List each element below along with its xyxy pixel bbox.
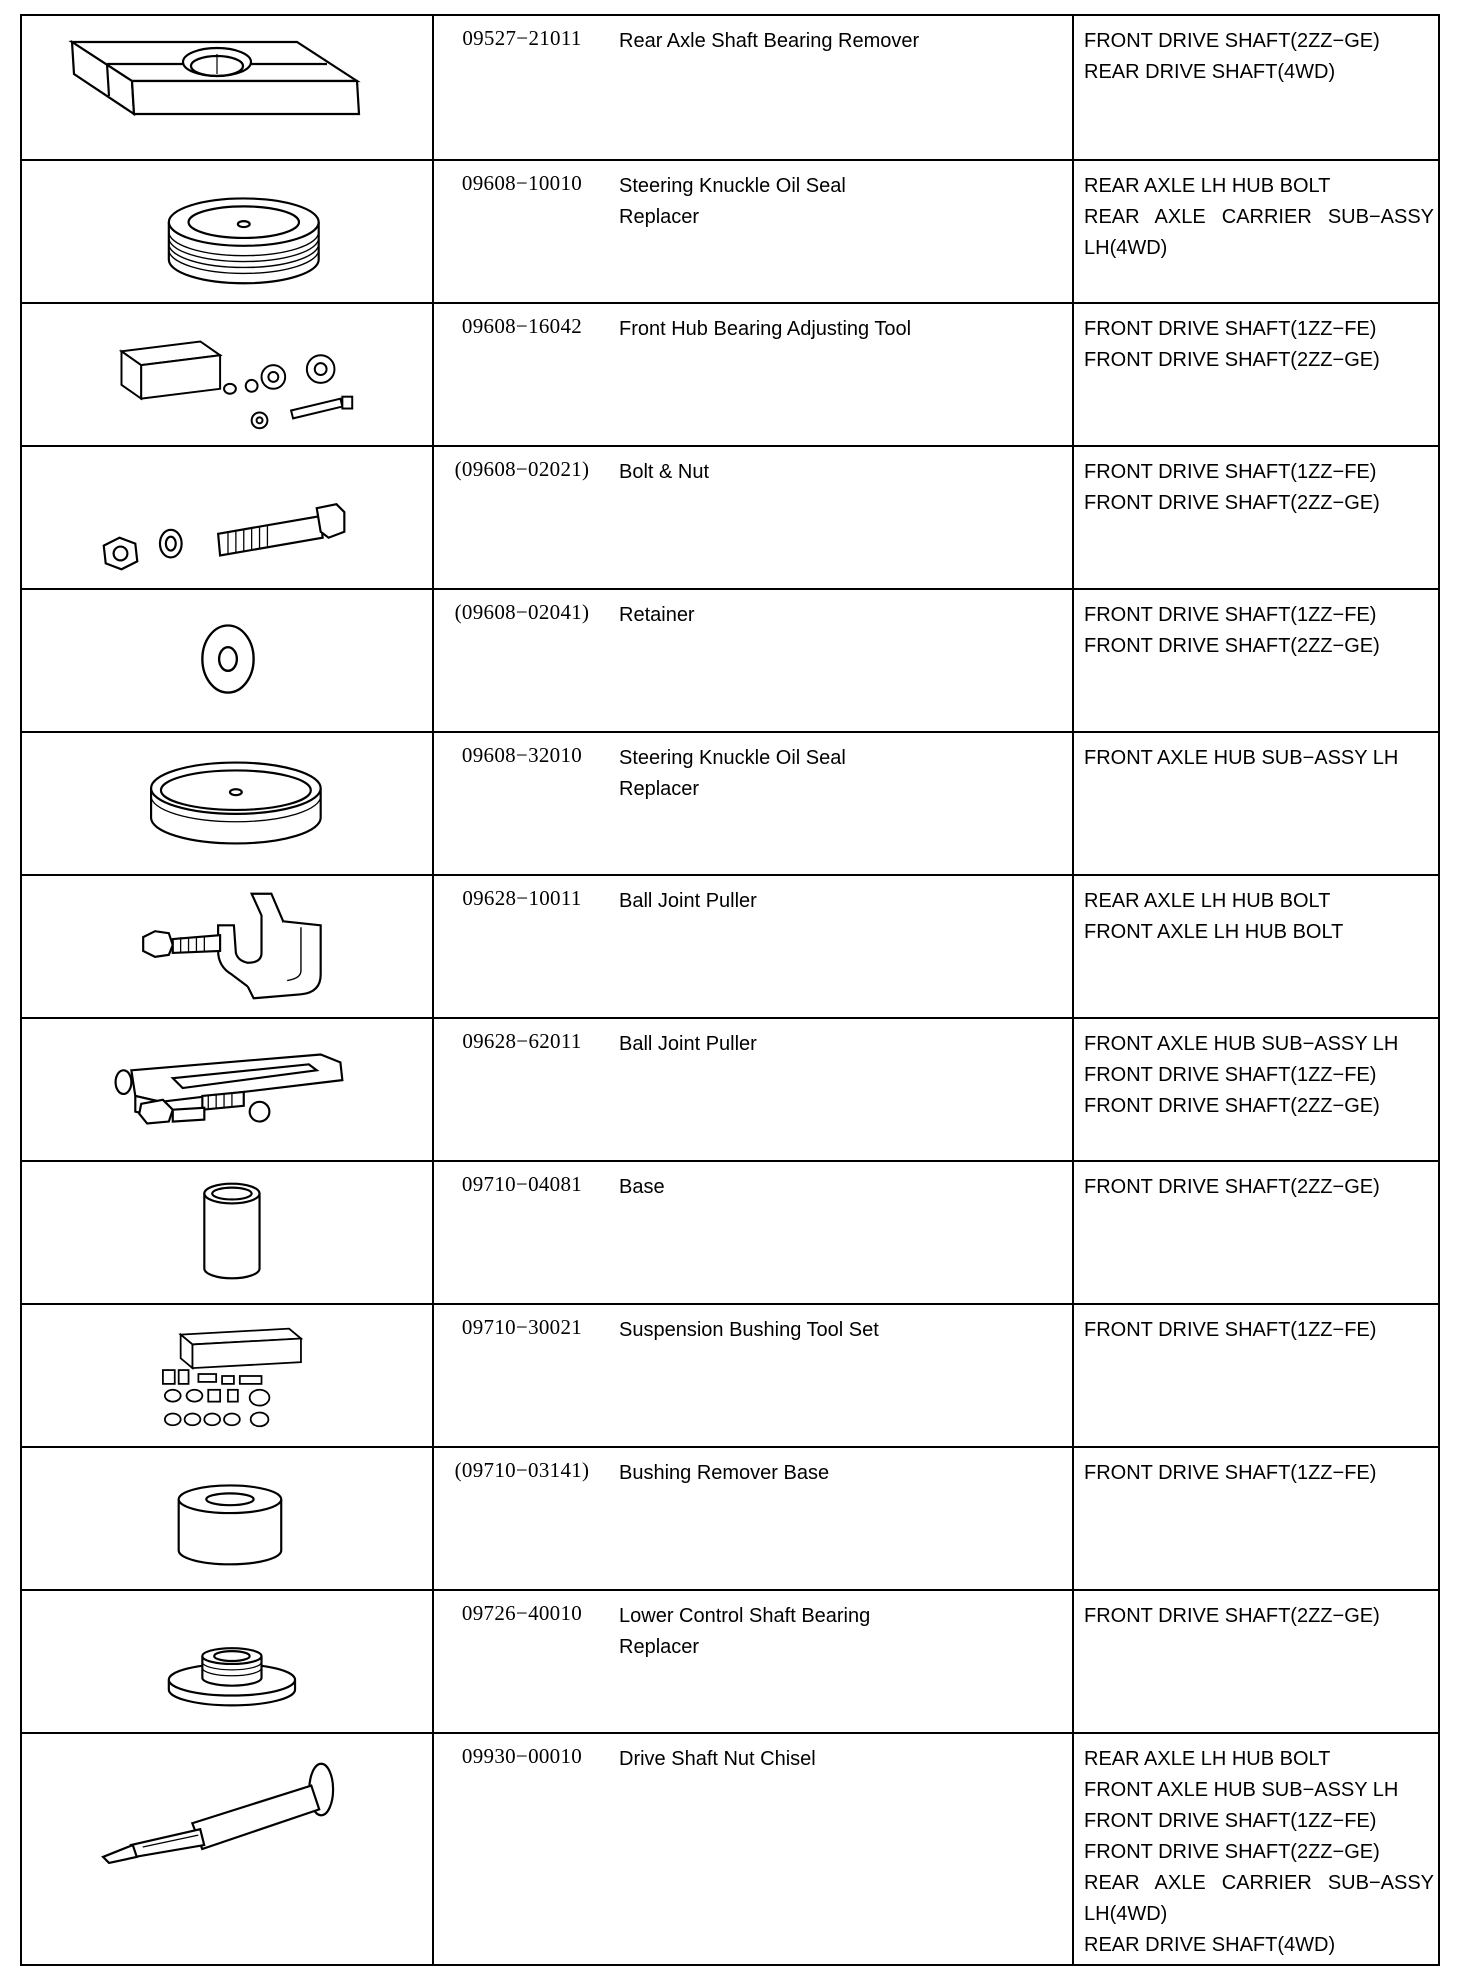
tool-name: Lower Control Shaft Bearing Replacer bbox=[619, 1605, 871, 1658]
cylinder-icon bbox=[22, 1162, 432, 1303]
table-row bbox=[22, 16, 1438, 159]
part-number: 09726−40010 bbox=[461, 1601, 583, 1625]
part-number: 09608−32010 bbox=[461, 743, 583, 767]
application-item: FRONT DRIVE SHAFT(1ZZ−FE) bbox=[1084, 604, 1377, 626]
table-row bbox=[22, 445, 1438, 588]
washer-icon bbox=[22, 590, 432, 731]
application-item: REAR DRIVE SHAFT(4WD) bbox=[1084, 61, 1336, 83]
bushing-tool-set-icon bbox=[22, 1305, 432, 1446]
tool-name: Base bbox=[619, 1176, 665, 1198]
application-item: FRONT DRIVE SHAFT(1ZZ−FE) bbox=[1084, 461, 1377, 483]
table-row bbox=[22, 874, 1438, 1017]
ring-base-icon bbox=[22, 1448, 432, 1589]
part-number: (09710−03141) bbox=[454, 1458, 590, 1482]
applications bbox=[1084, 886, 1434, 948]
application-item: FRONT DRIVE SHAFT(2ZZ−GE) bbox=[1084, 1095, 1380, 1117]
table-row bbox=[22, 1589, 1438, 1732]
tool-name: Steering Knuckle Oil Seal Replacer bbox=[619, 175, 846, 228]
table-row bbox=[22, 1446, 1438, 1589]
applications bbox=[1084, 314, 1434, 376]
tool-name: Front Hub Bearing Adjusting Tool bbox=[619, 318, 912, 340]
applications bbox=[1084, 600, 1434, 662]
application-item: FRONT AXLE HUB SUB−ASSY LH bbox=[1084, 1779, 1399, 1801]
application-item: FRONT DRIVE SHAFT(2ZZ−GE) bbox=[1084, 349, 1380, 371]
part-number: 09608−10010 bbox=[461, 171, 583, 195]
part-number: (09608−02041) bbox=[454, 600, 590, 624]
tool-name: Rear Axle Shaft Bearing Remover bbox=[619, 30, 920, 52]
applications bbox=[1084, 1601, 1434, 1632]
table-row bbox=[22, 302, 1438, 445]
table-row bbox=[22, 1303, 1438, 1446]
application-item: REAR AXLE LH HUB BOLT bbox=[1084, 1748, 1331, 1770]
application-item: FRONT DRIVE SHAFT(2ZZ−GE) bbox=[1084, 635, 1380, 657]
part-number: 09608−16042 bbox=[461, 314, 583, 338]
tool-name: Suspension Bushing Tool Set bbox=[619, 1319, 879, 1341]
threaded-cup-icon bbox=[22, 161, 432, 302]
applications bbox=[1084, 1172, 1434, 1203]
application-item: FRONT DRIVE SHAFT(2ZZ−GE) bbox=[1084, 30, 1380, 52]
table-row bbox=[22, 731, 1438, 874]
tool-name: Bushing Remover Base bbox=[619, 1462, 830, 1484]
chisel-icon bbox=[22, 1734, 432, 1968]
application-item: REAR AXLE CARRIER SUB−ASSY bbox=[1084, 206, 1434, 228]
part-number: (09608−02021) bbox=[454, 457, 590, 481]
table-row bbox=[22, 588, 1438, 731]
applications bbox=[1084, 457, 1434, 519]
application-item: FRONT DRIVE SHAFT(1ZZ−FE) bbox=[1084, 1319, 1377, 1341]
application-item: FRONT DRIVE SHAFT(1ZZ−FE) bbox=[1084, 1462, 1377, 1484]
part-number: 09527−21011 bbox=[462, 26, 582, 50]
application-item: FRONT DRIVE SHAFT(1ZZ−FE) bbox=[1084, 318, 1377, 340]
applications bbox=[1084, 1744, 1434, 1961]
application-item: REAR AXLE LH HUB BOLT bbox=[1084, 890, 1331, 912]
table-row bbox=[22, 1017, 1438, 1160]
adjusting-tool-set-icon bbox=[22, 304, 432, 445]
applications bbox=[1084, 1029, 1434, 1122]
application-item: FRONT AXLE LH HUB BOLT bbox=[1084, 921, 1344, 943]
flat-cup-icon bbox=[22, 733, 432, 874]
c-clamp-puller-icon bbox=[22, 876, 432, 1017]
tool-name: Ball Joint Puller bbox=[619, 890, 757, 912]
part-number: 09710−04081 bbox=[461, 1172, 583, 1196]
tool-name: Drive Shaft Nut Chisel bbox=[619, 1748, 816, 1770]
application-item: FRONT AXLE HUB SUB−ASSY LH bbox=[1084, 1033, 1399, 1055]
application-item: FRONT DRIVE SHAFT(1ZZ−FE) bbox=[1084, 1064, 1377, 1086]
application-item: REAR AXLE CARRIER SUB−ASSY bbox=[1084, 1872, 1434, 1894]
table-row bbox=[22, 159, 1438, 302]
sst-table bbox=[20, 14, 1440, 1966]
tool-name: Ball Joint Puller bbox=[619, 1033, 757, 1055]
applications bbox=[1084, 743, 1434, 774]
application-item: LH(4WD) bbox=[1084, 237, 1168, 259]
applications bbox=[1084, 1315, 1434, 1346]
part-number: 09710−30021 bbox=[461, 1315, 583, 1339]
application-item: FRONT DRIVE SHAFT(2ZZ−GE) bbox=[1084, 1605, 1380, 1627]
part-number: 09930−00010 bbox=[461, 1744, 583, 1768]
table-row bbox=[22, 1732, 1438, 1968]
application-item: REAR AXLE LH HUB BOLT bbox=[1084, 175, 1331, 197]
flanged-bearing-replacer-icon bbox=[22, 1591, 432, 1732]
tool-name: Bolt & Nut bbox=[619, 461, 710, 483]
application-item: FRONT DRIVE SHAFT(2ZZ−GE) bbox=[1084, 1841, 1380, 1863]
applications bbox=[1084, 171, 1434, 264]
application-item: FRONT DRIVE SHAFT(2ZZ−GE) bbox=[1084, 492, 1380, 514]
application-item: FRONT AXLE HUB SUB−ASSY LH bbox=[1084, 747, 1399, 769]
bolt-nut-washer-icon bbox=[22, 447, 432, 588]
application-item: FRONT DRIVE SHAFT(1ZZ−FE) bbox=[1084, 1810, 1377, 1832]
application-item: REAR DRIVE SHAFT(4WD) bbox=[1084, 1934, 1336, 1956]
applications bbox=[1084, 1458, 1434, 1489]
tool-name: Retainer bbox=[619, 604, 695, 626]
frame-puller-icon bbox=[22, 1019, 432, 1160]
application-item: LH(4WD) bbox=[1084, 1903, 1168, 1925]
part-number: 09628−10011 bbox=[462, 886, 582, 910]
applications bbox=[1084, 26, 1434, 88]
application-item: FRONT DRIVE SHAFT(2ZZ−GE) bbox=[1084, 1176, 1380, 1198]
split-plate-icon bbox=[22, 16, 432, 159]
part-number: 09628−62011 bbox=[462, 1029, 582, 1053]
table-row bbox=[22, 1160, 1438, 1303]
tool-name: Steering Knuckle Oil Seal Replacer bbox=[619, 747, 846, 800]
